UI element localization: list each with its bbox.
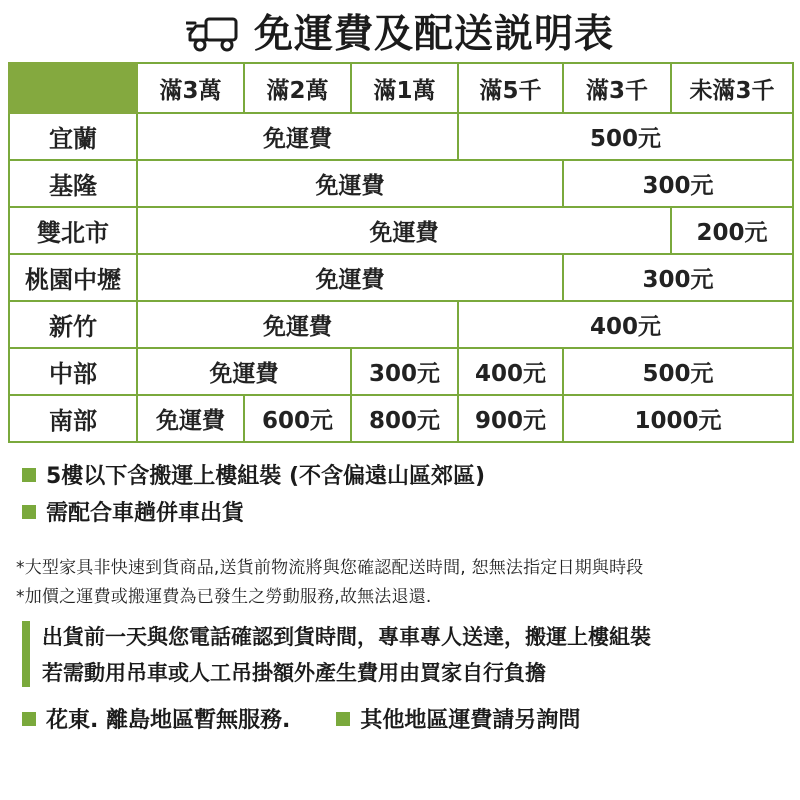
table-row xyxy=(9,348,793,395)
highlight-block xyxy=(0,611,800,687)
fee-cell: 300元 xyxy=(563,254,793,301)
truck-icon xyxy=(186,14,242,54)
table-corner-cell xyxy=(9,63,137,113)
fee-cell: 300元 xyxy=(563,160,793,207)
table-row xyxy=(9,254,793,301)
list-item xyxy=(22,496,778,527)
table-header xyxy=(9,63,793,113)
vertical-bar-accent xyxy=(22,621,30,687)
table-row xyxy=(9,395,793,442)
fee-cell: 免運費 xyxy=(137,301,458,348)
fee-cell: 500元 xyxy=(563,348,793,395)
fee-cell: 免運費 xyxy=(137,348,351,395)
fee-cell: 300元 xyxy=(351,348,458,395)
highlight-lines xyxy=(42,621,651,687)
fee-cell: 400元 xyxy=(458,301,793,348)
table-row xyxy=(9,160,793,207)
table-row xyxy=(9,207,793,254)
square-bullet-icon xyxy=(336,712,350,726)
highlight-line: 出貨前一天與您電話確認到貨時間，專車專人送達，搬運上樓組裝 xyxy=(42,625,651,649)
page-title: 免運費及配送説明表 xyxy=(253,11,614,57)
fee-table-wrap xyxy=(0,62,800,443)
table-row xyxy=(9,301,793,348)
column-header: 滿1萬 xyxy=(351,63,458,113)
column-header: 滿3萬 xyxy=(137,63,244,113)
fineprint-line: *加價之運費或搬運費為已發生之勞動服務,故無法退還. xyxy=(16,587,432,607)
fee-cell: 400元 xyxy=(458,348,563,395)
square-bullet-icon xyxy=(22,468,36,482)
fee-cell: 500元 xyxy=(458,113,793,160)
highlight-line: 若需動用吊車或人工吊掛額外產生費用由買家自行負擔 xyxy=(42,661,546,685)
footer-left-text: 花東. 離島地區暫無服務. xyxy=(46,708,291,733)
square-bullet-icon xyxy=(22,712,36,726)
fee-cell: 免運費 xyxy=(137,254,563,301)
region-cell: 桃園中壢 xyxy=(9,254,137,301)
fee-cell: 免運費 xyxy=(137,113,458,160)
page-title-bar xyxy=(0,0,800,62)
square-bullet-icon xyxy=(22,505,36,519)
table-body xyxy=(9,113,793,442)
column-header: 滿5千 xyxy=(458,63,563,113)
region-cell: 宜蘭 xyxy=(9,113,137,160)
notes-list xyxy=(0,443,800,527)
region-cell: 中部 xyxy=(9,348,137,395)
region-cell: 雙北市 xyxy=(9,207,137,254)
list-item xyxy=(22,459,778,490)
note-text: 5樓以下含搬運上樓組裝 (不含偏遠山區郊區) xyxy=(46,464,486,489)
column-header: 滿2萬 xyxy=(244,63,351,113)
fee-cell: 免運費 xyxy=(137,160,563,207)
fee-cell: 1000元 xyxy=(563,395,793,442)
footer-right-text: 其他地區運費請另詢問 xyxy=(360,708,581,733)
column-header: 滿3千 xyxy=(563,63,671,113)
fee-cell: 900元 xyxy=(458,395,563,442)
fee-cell: 200元 xyxy=(671,207,793,254)
region-cell: 基隆 xyxy=(9,160,137,207)
fee-cell: 800元 xyxy=(351,395,458,442)
fee-cell: 免運費 xyxy=(137,395,244,442)
shipping-fee-table xyxy=(8,62,794,443)
table-row xyxy=(9,113,793,160)
fineprint-line: *大型家具非快速到貨商品,送貨前物流將與您確認配送時間, 恕無法指定日期與時段 xyxy=(16,558,644,578)
column-header: 未滿3千 xyxy=(671,63,793,113)
region-cell: 新竹 xyxy=(9,301,137,348)
fineprint-block xyxy=(0,533,800,607)
footer-block xyxy=(0,687,800,734)
fee-cell: 免運費 xyxy=(137,207,671,254)
region-cell: 南部 xyxy=(9,395,137,442)
note-text: 需配合車趟併車出貨 xyxy=(46,501,245,526)
table-header-row xyxy=(9,63,793,113)
fee-cell: 600元 xyxy=(244,395,351,442)
